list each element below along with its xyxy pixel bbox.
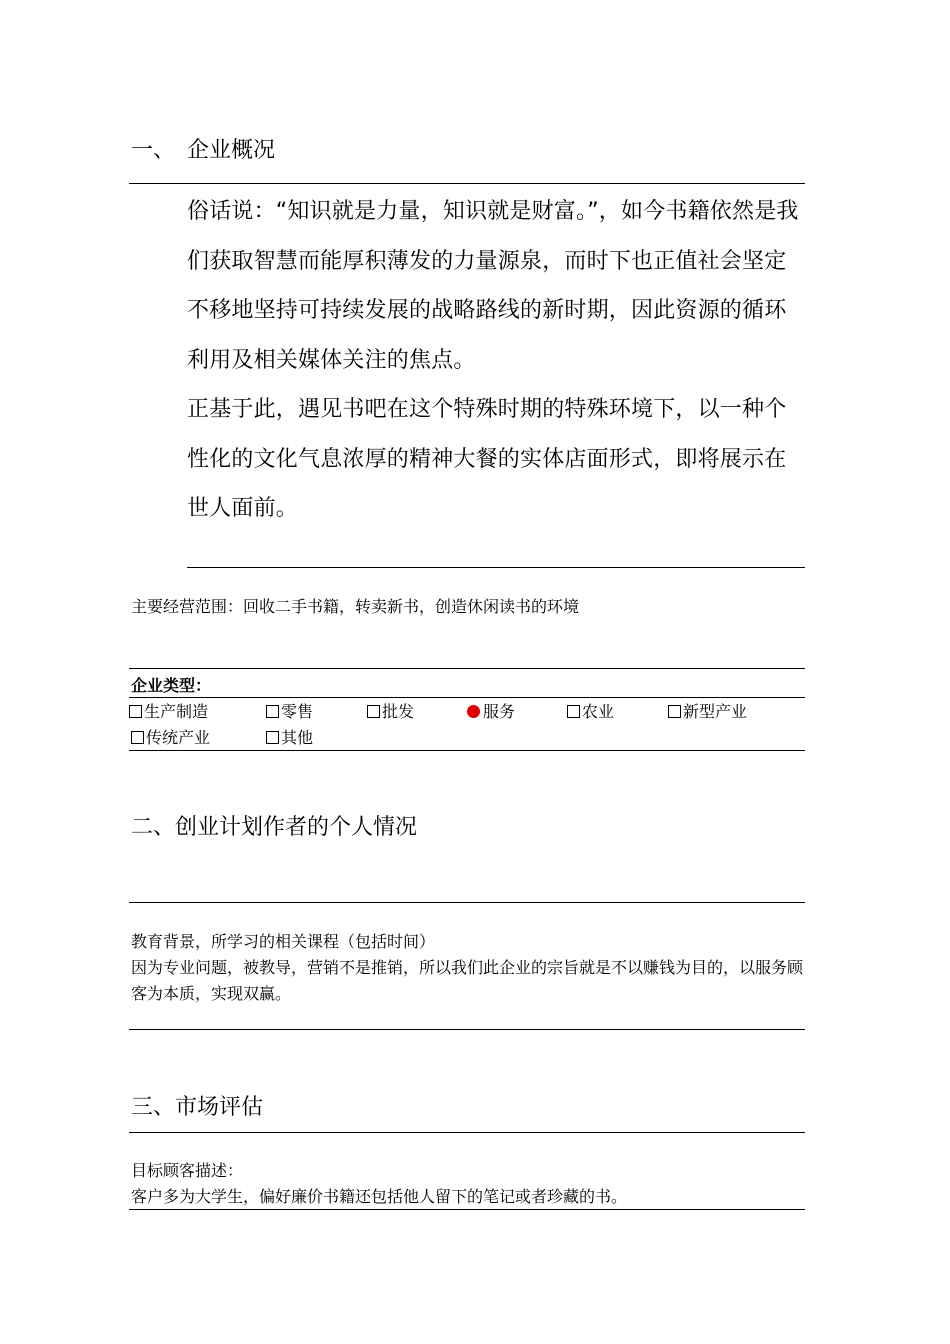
checkbox-icon[interactable] [131,731,144,744]
overview-text [187,187,807,534]
section3-title: 三、市场评估 [131,1095,264,1120]
target-text: 客户多为大学生，偏好廉价书籍还包括他人留下的笔记或者珍藏的书。 [131,1187,628,1206]
section1-number: 一、 [131,138,176,163]
business-scope: 主要经营范围：回收二手书籍，转卖新书，创造休闲读书的环境 [131,597,580,616]
divider [129,668,805,669]
divider [129,1132,805,1133]
checkbox-icon[interactable] [367,705,380,718]
overview-paragraph: 正基于此，遇见书吧在这个特殊时期的特殊环境下，以一种个性化的文化气息浓厚的精神大餐的实体店面形式，即将展示在世人面前。 [187,397,787,521]
checkbox-icon[interactable] [668,705,681,718]
selected-dot-icon[interactable] [467,705,480,718]
education-label: 教育背景，所学习的相关课程（包括时间） [131,932,436,951]
divider [129,1209,805,1210]
divider [129,1029,805,1030]
education-text: 因为专业问题，被教导，营销不是推销，所以我们此企业的宗旨就是不以赚钱为目的，以服务顾客为本质，实现双赢。 [131,958,804,1003]
overview-paragraph: 俗话说：“知识就是力量，知识就是财富。”，如今书籍依然是我们获取智慧而能厚积薄发的力量源泉，而时下也正值社会坚定不移地坚持可持续发展的战略路线的新时期，因此资源的循环利用及相关媒体关注的焦点。 [187,199,799,373]
target-label: 目标顾客描述： [131,1161,244,1180]
divider [129,183,805,184]
checkbox-icon[interactable] [266,731,279,744]
section1-heading [131,136,175,166]
option-wholesale[interactable]: 批发 [367,702,414,722]
option-other[interactable]: 其他 [266,728,313,748]
education-section [131,929,807,1007]
divider [129,750,805,751]
divider [187,567,805,568]
divider [129,697,805,698]
enterprise-type-label: 企业类型： [131,676,212,695]
section1-title: 企业概况 [187,138,276,163]
target-section [131,1158,807,1210]
divider [129,902,805,903]
option-agriculture[interactable]: 农业 [567,702,614,722]
checkbox-icon[interactable] [266,705,279,718]
option-retail[interactable]: 零售 [266,702,313,722]
option-service[interactable]: 服务 [467,702,515,722]
option-traditional-industry[interactable]: 传统产业 [131,728,210,748]
section2-title: 二、创业计划作者的个人情况 [131,815,418,840]
checkbox-icon[interactable] [567,705,580,718]
option-new-industry[interactable]: 新型产业 [668,702,747,722]
option-manufacturing[interactable]: 生产制造 [129,702,208,722]
checkbox-icon[interactable] [129,705,142,718]
